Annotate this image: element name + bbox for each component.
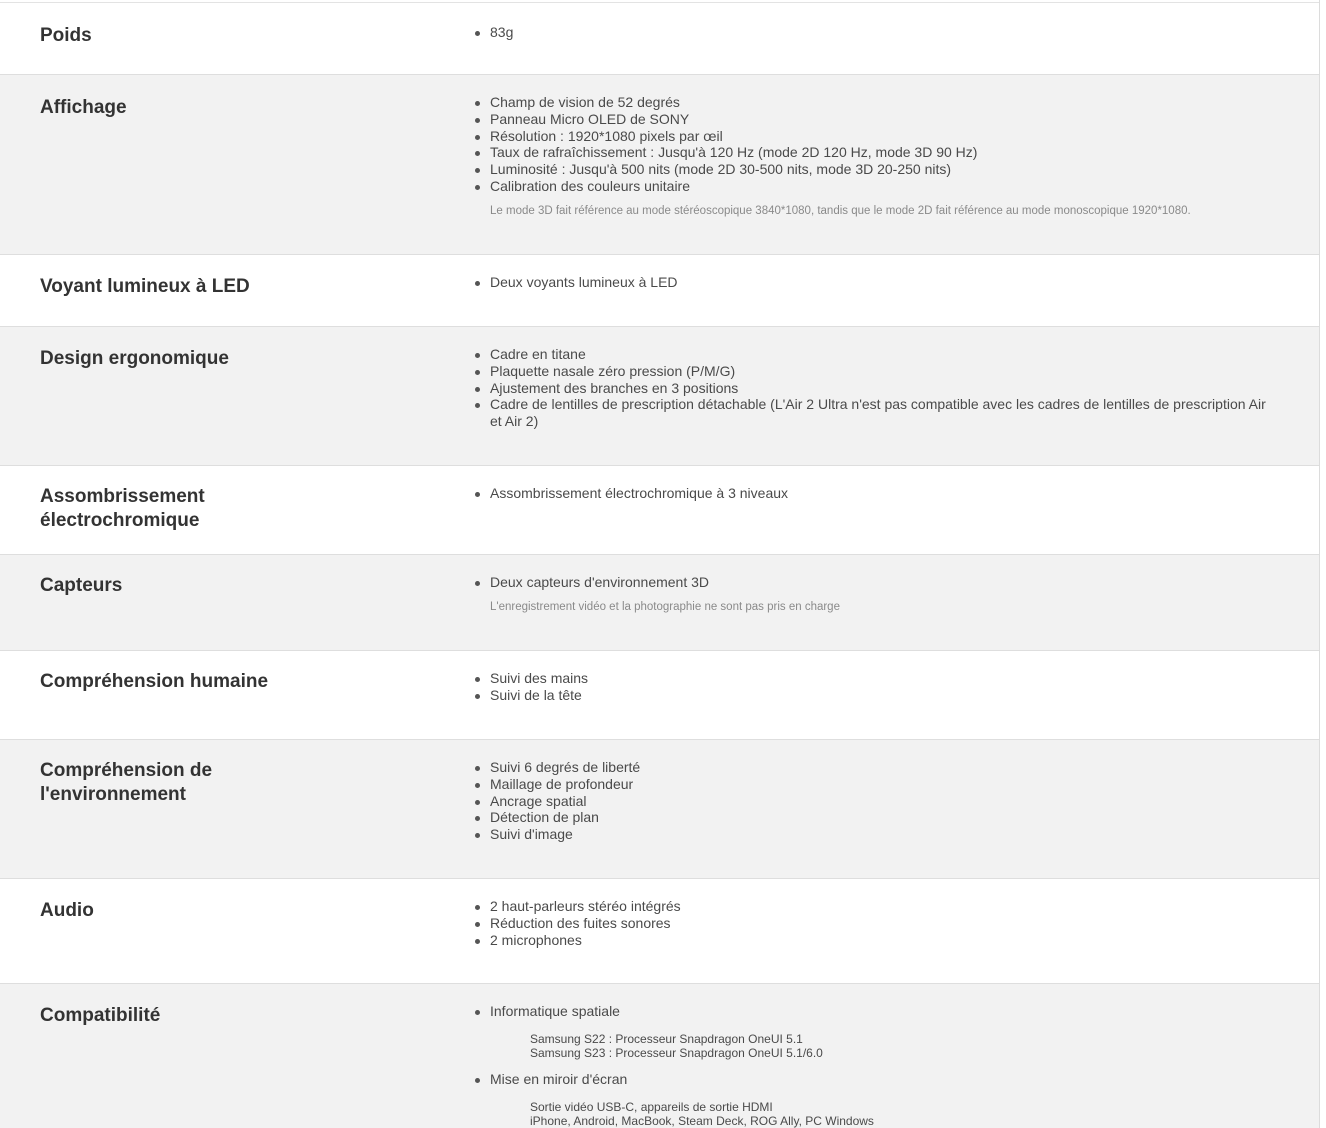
spec-item: Détection de plan: [470, 809, 1279, 826]
spec-item: Suivi des mains: [470, 670, 1279, 687]
spec-title: Affichage: [40, 97, 127, 118]
spec-title: Audio: [40, 900, 94, 921]
spec-item: Réduction des fuites sonores: [470, 915, 1279, 932]
spec-content: [470, 274, 1279, 291]
spec-item: 2 haut-parleurs stéréo intégrés: [470, 898, 1279, 915]
spec-item: Résolution : 1920*1080 pixels par œil: [470, 128, 1279, 145]
spec-item: Plaquette nasale zéro pression (P/M/G): [470, 363, 1279, 380]
spec-subitem: Samsung S22 : Processeur Snapdragon OneUI 5.1: [530, 1031, 803, 1046]
spec-item: Champ de vision de 52 degrés: [470, 94, 1279, 111]
spec-item: Suivi de la tête: [470, 687, 1279, 704]
spec-row-weight: [0, 3, 1319, 75]
spec-title: Compréhension humaine: [40, 671, 269, 692]
spec-content: [470, 898, 1279, 948]
spec-title: Voyant lumineux à LED: [40, 276, 250, 297]
spec-row-display: [0, 75, 1319, 255]
spec-content: [470, 485, 1279, 502]
spec-row-sensors: [0, 555, 1319, 651]
spec-title: Poids: [40, 25, 92, 46]
spec-title: Compréhension de l'environnement: [40, 760, 213, 805]
spec-row-audio: [0, 879, 1319, 984]
spec-content: [470, 1003, 1279, 1128]
spec-item: Ancrage spatial: [470, 793, 1279, 810]
spec-row-led: [0, 255, 1319, 327]
spec-item: Assombrissement électrochromique à 3 niveaux: [470, 485, 1279, 502]
spec-item: Informatique spatiale: [470, 1003, 1279, 1020]
spec-sublist: [470, 1100, 1279, 1128]
spec-subitem: Samsung S23 : Processeur Snapdragon OneUI 5.1/6.0: [530, 1046, 823, 1061]
spec-content: [470, 574, 1279, 615]
spec-item: Maillage de profondeur: [470, 776, 1279, 793]
spec-item: Deux capteurs d'environnement 3D: [470, 574, 1279, 591]
spec-item: Suivi 6 degrés de liberté: [470, 759, 1279, 776]
spec-title: Assombrissement électrochromique: [40, 486, 205, 531]
spec-content: [470, 759, 1279, 843]
spec-item: Ajustement des branches en 3 positions: [470, 380, 1279, 397]
spec-row-design: [0, 327, 1319, 466]
spec-note: Le mode 3D fait référence au mode stéréoscopique 3840*1080, tandis que le mode 2D fait référence au mode monoscopique 1920*1080.: [490, 204, 1191, 217]
spec-item: Deux voyants lumineux à LED: [470, 274, 1279, 291]
spec-item: Cadre en titane: [470, 346, 1279, 363]
spec-content: [470, 24, 1279, 41]
spec-item: Mise en miroir d'écran: [470, 1071, 1279, 1088]
spec-item: Luminosité : Jusqu'à 500 nits (mode 2D 30-500 nits, mode 3D 20-250 nits): [470, 161, 1279, 178]
spec-item: Cadre de lentilles de prescription détachable (L'Air 2 Ultra n'est pas compatible avec les cadres de lentilles de prescription Air et Air 2): [470, 396, 1279, 430]
spec-item: Calibration des couleurs unitaire: [470, 178, 1279, 195]
spec-content: [470, 94, 1279, 219]
spec-item: Suivi d'image: [470, 826, 1279, 843]
spec-item: 83g: [470, 24, 1279, 41]
spec-row-compatibility: [0, 984, 1319, 1128]
spec-note: L'enregistrement vidéo et la photographie ne sont pas pris en charge: [490, 600, 840, 613]
spec-row-human-understanding: [0, 651, 1319, 740]
spec-subitem: iPhone, Android, MacBook, Steam Deck, ROG Ally, PC Windows: [530, 1114, 874, 1128]
spec-item: Taux de rafraîchissement : Jusqu'à 120 Hz (mode 2D 120 Hz, mode 3D 90 Hz): [470, 144, 1279, 161]
spec-item: 2 microphones: [470, 932, 1279, 949]
spec-sublist: [470, 1032, 1279, 1061]
spec-content: [470, 670, 1279, 704]
spec-title: Capteurs: [40, 575, 123, 596]
spec-content: [470, 346, 1279, 430]
spec-row-dimming: [0, 466, 1319, 555]
spec-title: Compatibilité: [40, 1005, 161, 1026]
spec-item: Panneau Micro OLED de SONY: [470, 111, 1279, 128]
spec-row-environment-understanding: [0, 740, 1319, 879]
spec-subitem: Sortie vidéo USB-C, appareils de sortie HDMI: [530, 1099, 773, 1114]
spec-title: Design ergonomique: [40, 348, 229, 369]
